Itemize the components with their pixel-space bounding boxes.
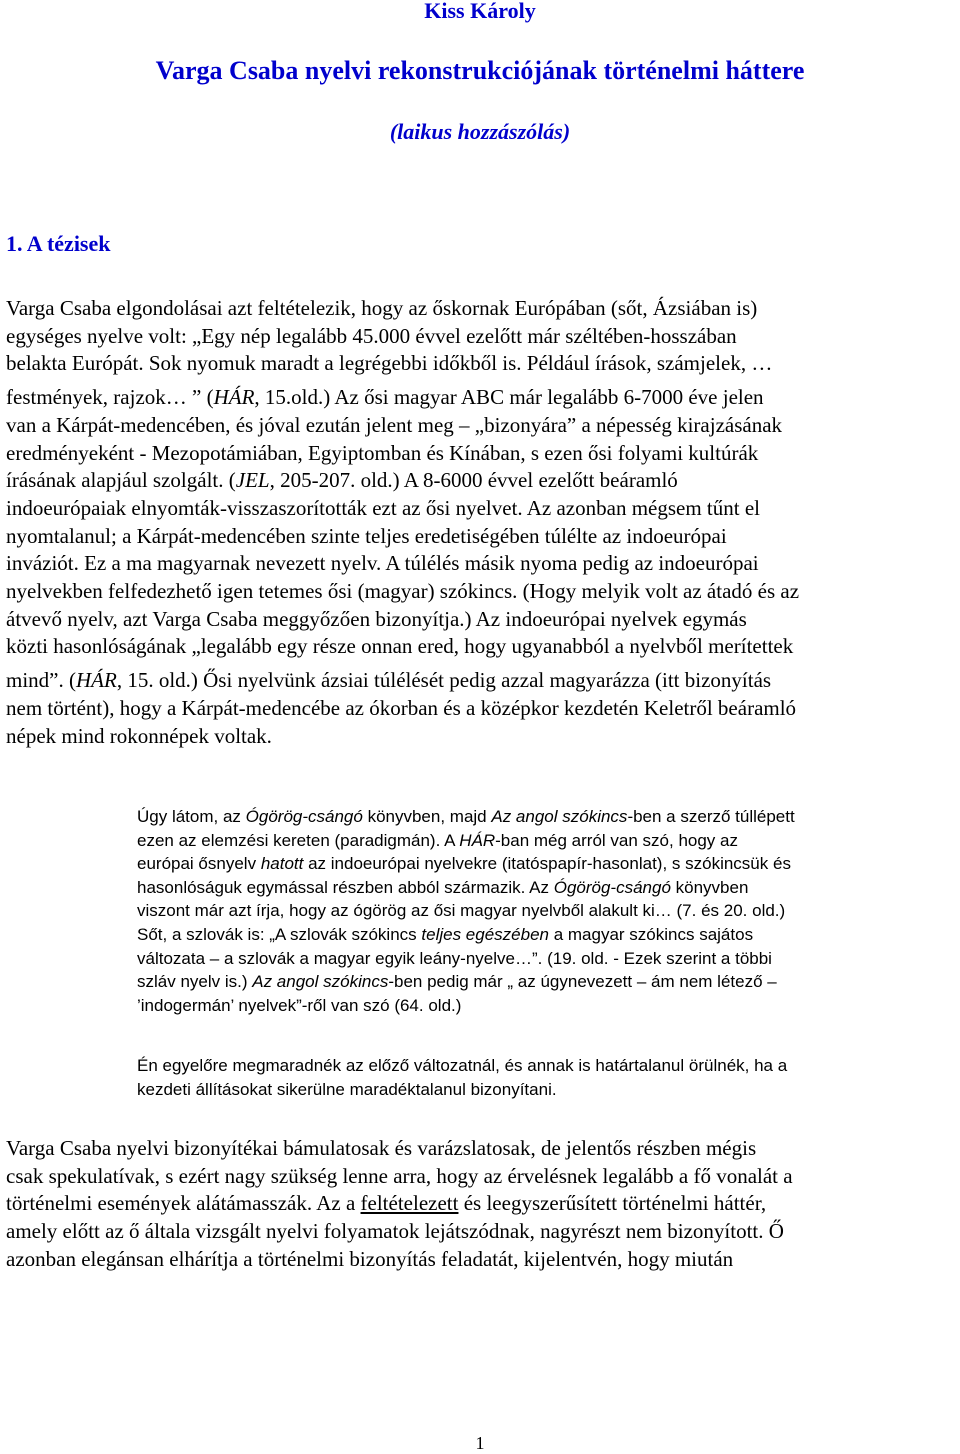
section-heading: 1. A tézisek xyxy=(6,231,111,256)
paragraph-line: népek mind rokonnépek voltak. xyxy=(6,723,272,748)
citation-abbrev: HÁR xyxy=(459,830,496,850)
note-line xyxy=(137,805,957,829)
text-run: szláv nyelv is.) xyxy=(137,972,253,992)
text-run: -ban még arról van szó, hogy az xyxy=(495,830,738,850)
paragraph-theses xyxy=(6,295,956,750)
paragraph-line: eredményeként - Mezopotámiában, Egyiptomban és Kínában, s ezen ősi folyami kultúrák xyxy=(6,440,759,465)
note-line: viszont már azt írja, hogy az ógörög az ősi magyar nyelvből alakult ki… (7. és 20. old.) xyxy=(137,901,786,921)
paragraph-line: amely előtt az ő általa vizsgált nyelvi folyamatok lejátszódnak, nagyrészt nem bizonyított. Ő xyxy=(6,1219,784,1244)
text-run: írásának alapjául szolgált. ( xyxy=(6,468,236,493)
text-run: hasonlóságuk egymással részben abból származik. Az xyxy=(137,877,554,897)
book-title: Az angol szókincs xyxy=(491,807,628,826)
text-run: mind”. ( xyxy=(6,668,76,693)
text-run: és leegyszerűsített történelmi háttér, xyxy=(458,1191,767,1216)
paragraph-line: indoeurópaiak elnyomták-visszaszorították ezt az ősi nyelvet. Az azonban mégsem tűnt el xyxy=(6,495,761,520)
citation-abbrev: JEL xyxy=(235,468,270,493)
text-run: Úgy látom, az xyxy=(137,807,246,826)
author-name: Kiss Károly xyxy=(424,0,536,23)
book-title: Az angol szókincs xyxy=(252,972,389,992)
note-line: ’indogermán’ nyelvek”-ről van szó (64. old.) xyxy=(137,995,462,1015)
note-line: Én egyelőre megmaradnék az előző változatnál, és annak is határtalanul örülnék, ha a xyxy=(137,1056,788,1075)
paragraph-line: Varga Csaba nyelvi bizonyítékai bámulatosak és varázslatosak, de jelentős részben mégis xyxy=(6,1136,757,1160)
paragraph-line: nyelvekben felfedezhető igen tetemes ősi (magyar) szókincs. (Hogy melyik volt az átadó és az xyxy=(6,579,800,604)
text-run: európai ősnyelv xyxy=(137,854,261,874)
text-run: -ben a szerző túllépett xyxy=(627,807,795,826)
paragraph-line: van a Kárpát-medencében, és jóval ezután jelent meg – „bizonyára” a népesség kirajzásának xyxy=(6,412,783,437)
text-run: könyvben xyxy=(670,877,749,897)
paragraph-line: egységes nyelve volt: „Egy nép legalább 45.000 évvel ezelőtt már széltében-hosszában xyxy=(6,323,737,348)
paragraph-line: nem történt), hogy a Kárpát-medencébe az ókorban és a középkor kezdetén Keletről beáramló xyxy=(6,695,797,720)
citation-abbrev: HÁR xyxy=(213,385,255,410)
note-line: változata – a szlovák a magyar egyik leány-nyelve…”. (19. old. - Ezek szerint a többi xyxy=(137,948,772,968)
text-run: , 15.old.) Az ősi magyar ABC már legalább 6-7000 éve jelen xyxy=(254,385,764,410)
text-run: , 205-207. old.) A 8-6000 évvel ezelőtt beáramló xyxy=(269,468,678,493)
paragraph-line: átvevő nyelv, azt Varga Csaba meggyőzően bizonyítja.) Az indoeurópai nyelvek egymás xyxy=(6,606,747,631)
underlined-word: feltételezett xyxy=(360,1191,459,1216)
note-line: kezdeti állításokat sikerülne maradéktalanul bizonyítani. xyxy=(137,1079,557,1099)
book-title: Ógörög-csángó xyxy=(245,807,363,826)
note-line xyxy=(137,923,957,947)
text-run: , 15. old.) Ősi nyelvünk ázsiai túlélését pedig azzal magyarázza (itt bizonyítás xyxy=(116,668,772,693)
paragraph-line xyxy=(6,667,956,695)
text-run: Sőt, a szlovák is: „A szlovák szókincs xyxy=(137,924,422,944)
note-line xyxy=(137,970,957,994)
paragraph-line: közti hasonlóságának „legalább egy része onnan ered, hogy ugyanabból a nyelvből merítettek xyxy=(6,634,794,659)
paragraph-historical-background xyxy=(6,1135,956,1274)
book-title: Ógörög-csángó xyxy=(553,877,671,897)
paragraph-line xyxy=(6,384,956,412)
indented-note xyxy=(137,805,957,1017)
text-run: ezen az elemzési kereten (paradigmán). A xyxy=(137,830,460,850)
paragraph-line xyxy=(6,1190,956,1218)
emphasis: hatott xyxy=(260,854,304,874)
paragraph-line: inváziót. Ez a ma magyarnak nevezett nyelv. A túlélés másik nyoma pedig az indoeurópai xyxy=(6,551,759,576)
paragraph-line: azonban elegánsan elhárítja a történelmi bizonyítás feladatát, kijelentvén, hogy miután xyxy=(6,1246,734,1271)
page-number: 1 xyxy=(475,1433,485,1453)
paragraph-line: nyomtalanul; a Kárpát-medencében szinte teljes eredetiségében túlélte az indoeurópai xyxy=(6,523,727,548)
text-run: történelmi események alátámasszák. Az a xyxy=(6,1191,361,1216)
text-run: az indoeurópai nyelvekre (itatóspapír-hasonlat), s szókincsük és xyxy=(303,854,791,874)
indented-note-conclusion xyxy=(137,1054,957,1101)
text-run: -ben pedig már „ az úgynevezett – ám nem létező – xyxy=(388,972,777,992)
note-line xyxy=(137,852,957,876)
paragraph-line: belakta Európát. Sok nyomuk maradt a legrégebbi időkből is. Például írások, számjelek, … xyxy=(6,351,773,376)
note-line xyxy=(137,829,957,853)
emphasis: teljes egészében xyxy=(421,924,549,944)
document-title: Varga Csaba nyelvi rekonstrukciójának történelmi háttere xyxy=(155,56,805,85)
paragraph-line: Varga Csaba elgondolásai azt feltételezik, hogy az őskornak Európában (sőt, Ázsiában is) xyxy=(6,296,758,320)
document-subtitle: (laikus hozzászólás) xyxy=(389,119,571,144)
citation-abbrev: HÁR xyxy=(75,668,117,693)
paragraph-line: csak spekulatívak, s ezért nagy szükség lenne arra, hogy az érvelésnek legalább a fő vonalát a xyxy=(6,1163,793,1188)
text-run: könyvben, majd xyxy=(362,807,492,826)
text-run: festmények, rajzok… ” ( xyxy=(6,385,214,410)
note-line xyxy=(137,876,957,900)
text-run: a magyar szókincs sajátos xyxy=(548,924,754,944)
paragraph-line xyxy=(6,467,956,495)
